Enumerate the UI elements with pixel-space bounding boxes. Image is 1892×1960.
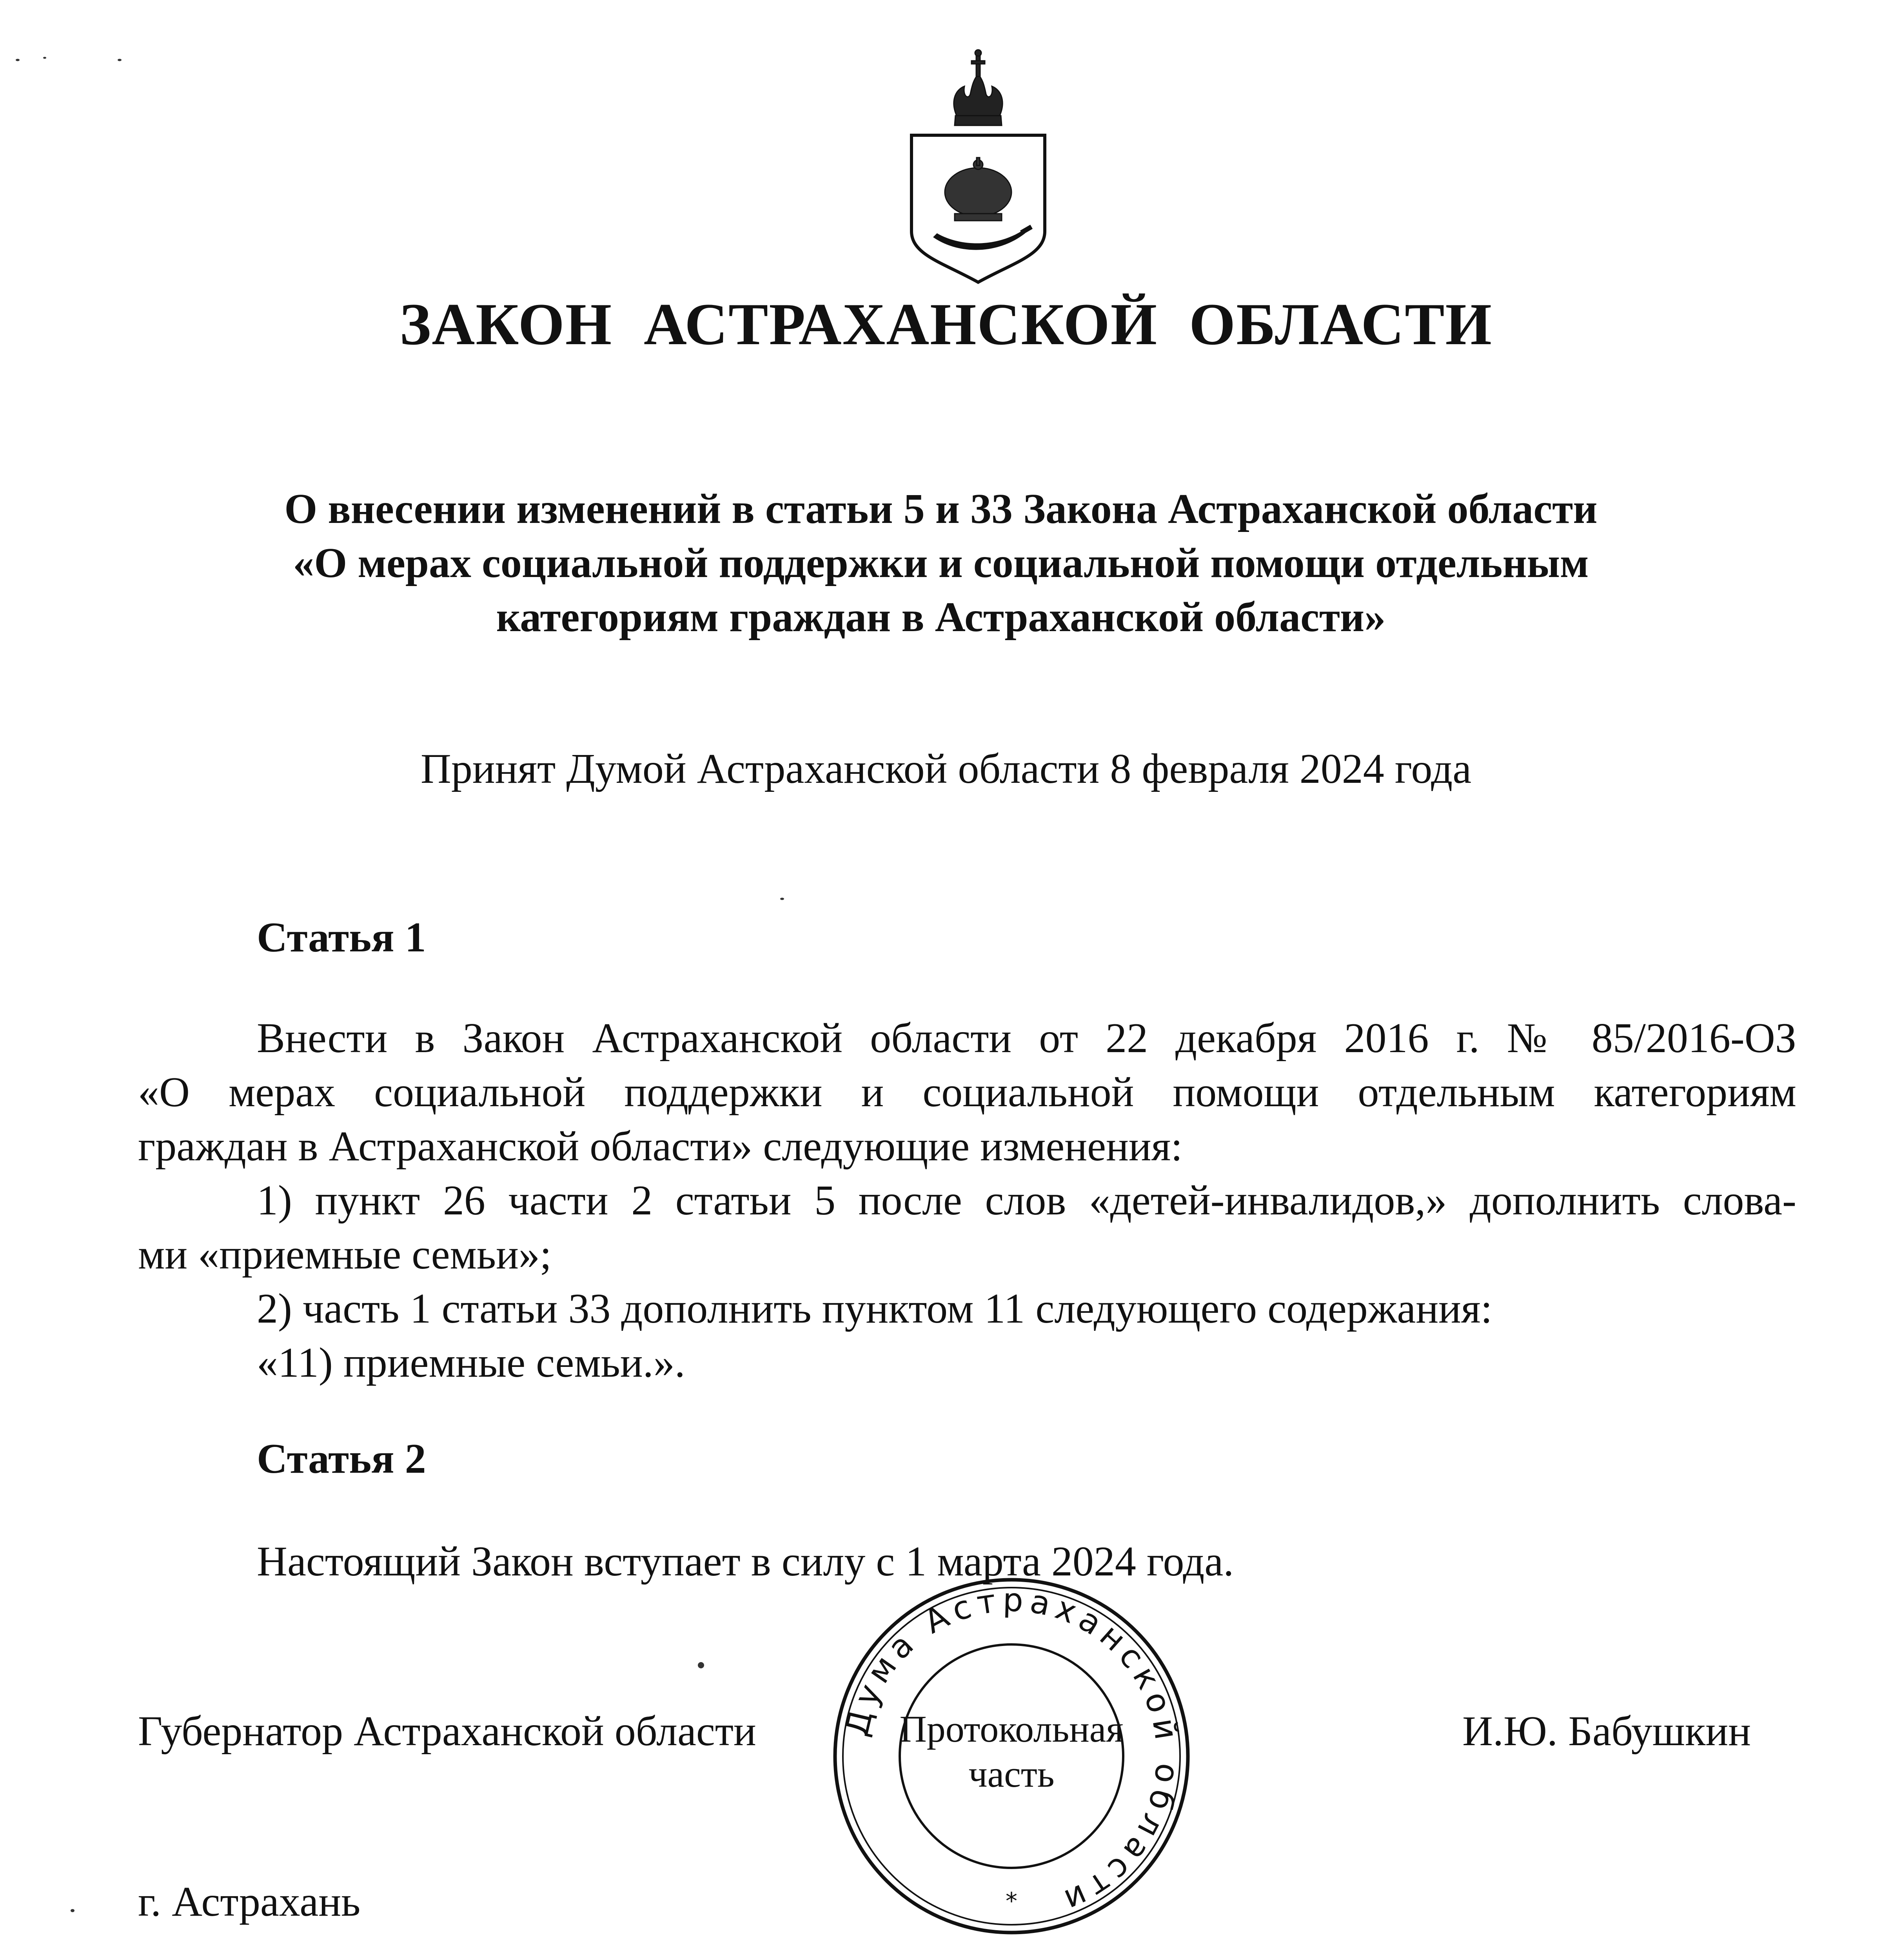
article-1-line: 1) пункт 26 части 2 статьи 5 после слов «детей-инвалидов,» дополнить слова- xyxy=(257,1177,1796,1224)
article-1-line: 2) часть 1 статьи 33 дополнить пунктом 11 следующего содержания: xyxy=(257,1285,1493,1332)
place-of-signing: г. Астрахань xyxy=(138,1878,361,1925)
article-2-heading: Статья 2 xyxy=(257,1436,426,1482)
subtitle-line: категориям граждан в Астраханской области» xyxy=(496,594,1386,641)
subtitle-line: О внесении изменений в статьи 5 и 33 Закона Астраханской области xyxy=(284,486,1598,532)
coat-of-arms-icon xyxy=(896,35,1060,286)
signatory-name: И.Ю. Бабушкин xyxy=(1462,1708,1751,1755)
signatory-position: Губернатор Астраханской области xyxy=(138,1708,756,1755)
svg-text:*: * xyxy=(1006,1887,1017,1915)
article-1-line: граждан в Астраханской области» следующие изменения: xyxy=(138,1123,1183,1170)
article-1-line: «О мерах социальной поддержки и социальной помощи отдельным категориям xyxy=(138,1069,1796,1116)
article-1-line: «11) приемные семьи.». xyxy=(257,1339,685,1386)
law-subtitle xyxy=(196,482,1686,644)
stamp-center-line: Протокольная xyxy=(899,1708,1124,1750)
subtitle-line: «О мерах социальной поддержки и социальной помощи отдельным xyxy=(293,540,1589,586)
law-title: ЗАКОН АСТРАХАНСКОЙ ОБЛАСТИ xyxy=(399,291,1493,357)
article-1-heading: Статья 1 xyxy=(257,914,426,961)
stamp-center xyxy=(823,1568,1200,1944)
article-2-text: Настоящий Закон вступает в силу с 1 марта 2024 года. xyxy=(257,1538,1234,1585)
article-1-line: Внести в Закон Астраханской области от 22 декабря 2016 г. № 85/2016-ОЗ xyxy=(257,1015,1796,1062)
stamp-center-line: часть xyxy=(968,1753,1055,1795)
adoption-statement: Принят Думой Астраханской области 8 февраля 2024 года xyxy=(420,746,1472,792)
stamp-ring-text: Дума Астраханской области xyxy=(838,1581,1186,1922)
article-1-line: ми «приемные семьи»; xyxy=(138,1231,552,1278)
